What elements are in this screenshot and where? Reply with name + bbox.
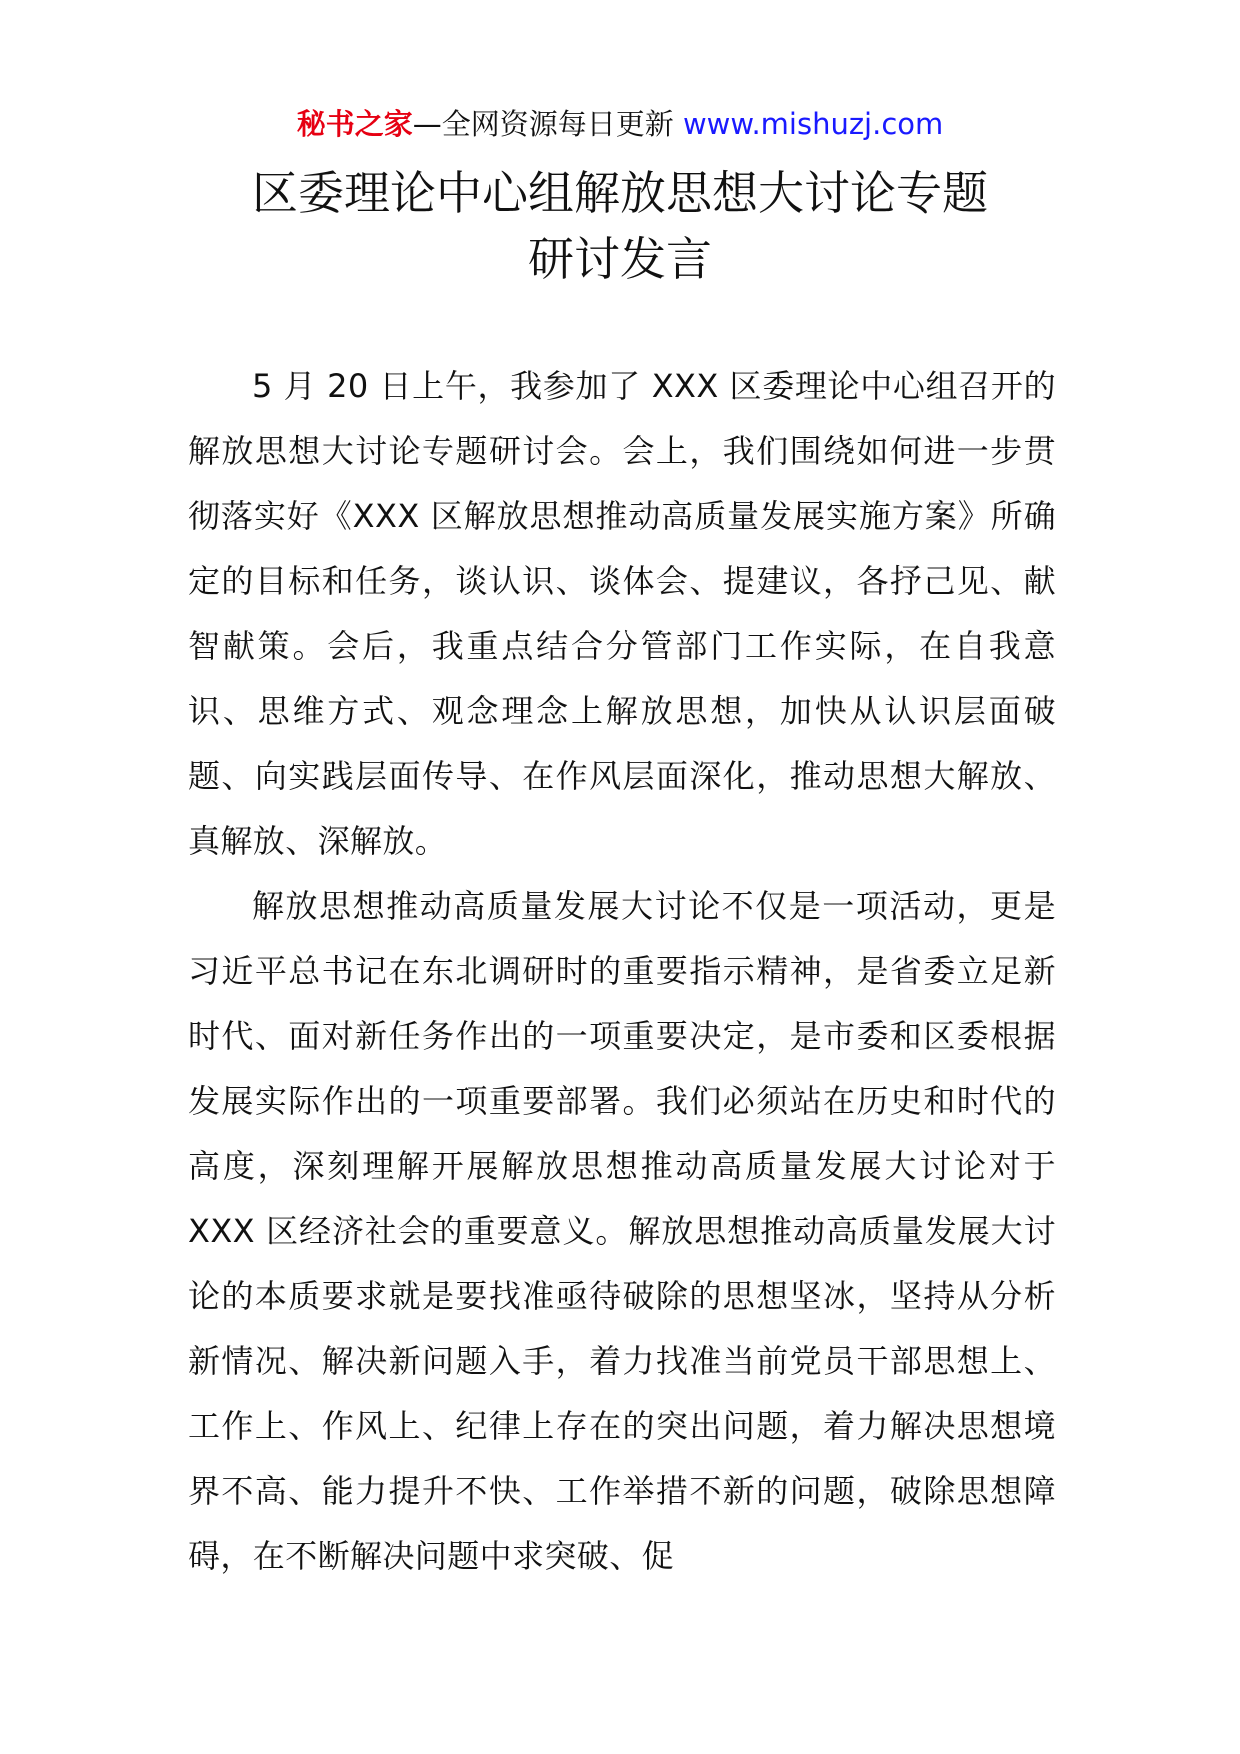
title-line-2: 研讨发言 — [528, 232, 712, 286]
document-title — [0, 160, 1240, 292]
site-url-link[interactable]: www.mishuzj.com — [682, 107, 944, 141]
paragraph-2: 解放思想推动高质量发展大讨论不仅是一项活动，更是习近平总书记在东北调研时的重要指示精神，是省委立足新时代、面对新任务作出的一项重要决定，是市委和区委根据发展实际作出的一项重要部署。我们必须站在历史和时代的高度，深刻理解开展解放思想推动高质量发展大讨论对于 XXX 区经济社会的重要意义。解放思想推动高质量发展大讨论的本质要求就是要找准亟待破除的思想坚冰，坚持从分析新情况、解决新问题入手，着力找准当前党员干部思想上、工作上、作风上、纪律上存在的突出问题，着力解决思想境界不高、能力提升不快、工作举措不新的问题，破除思想障碍，在不断解决问题中求突破、促 — [188, 887, 1056, 1575]
site-slogan: —全网资源每日更新 — [412, 107, 683, 141]
document-body — [188, 354, 1056, 1589]
paragraph-1: 5 月 20 日上午，我参加了 XXX 区委理论中心组召开的解放思想大讨论专题研讨会。会上，我们围绕如何进一步贯彻落实好《XXX 区解放思想推动高质量发展实施方案》所确定的目标和任务，谈认识、谈体会、提建议，各抒己见、献智献策。会后，我重点结合分管部门工作实际，在自我意识、思维方式、观念理念上解放思想，加快从认识层面破题、向实践层面传导、在作风层面深化，推动思想大解放、真解放、深解放。 — [188, 367, 1056, 860]
site-header — [0, 104, 1240, 144]
title-line-1: 区委理论中心组解放思想大讨论专题 — [252, 166, 988, 220]
brand-name: 秘书之家 — [296, 107, 413, 141]
